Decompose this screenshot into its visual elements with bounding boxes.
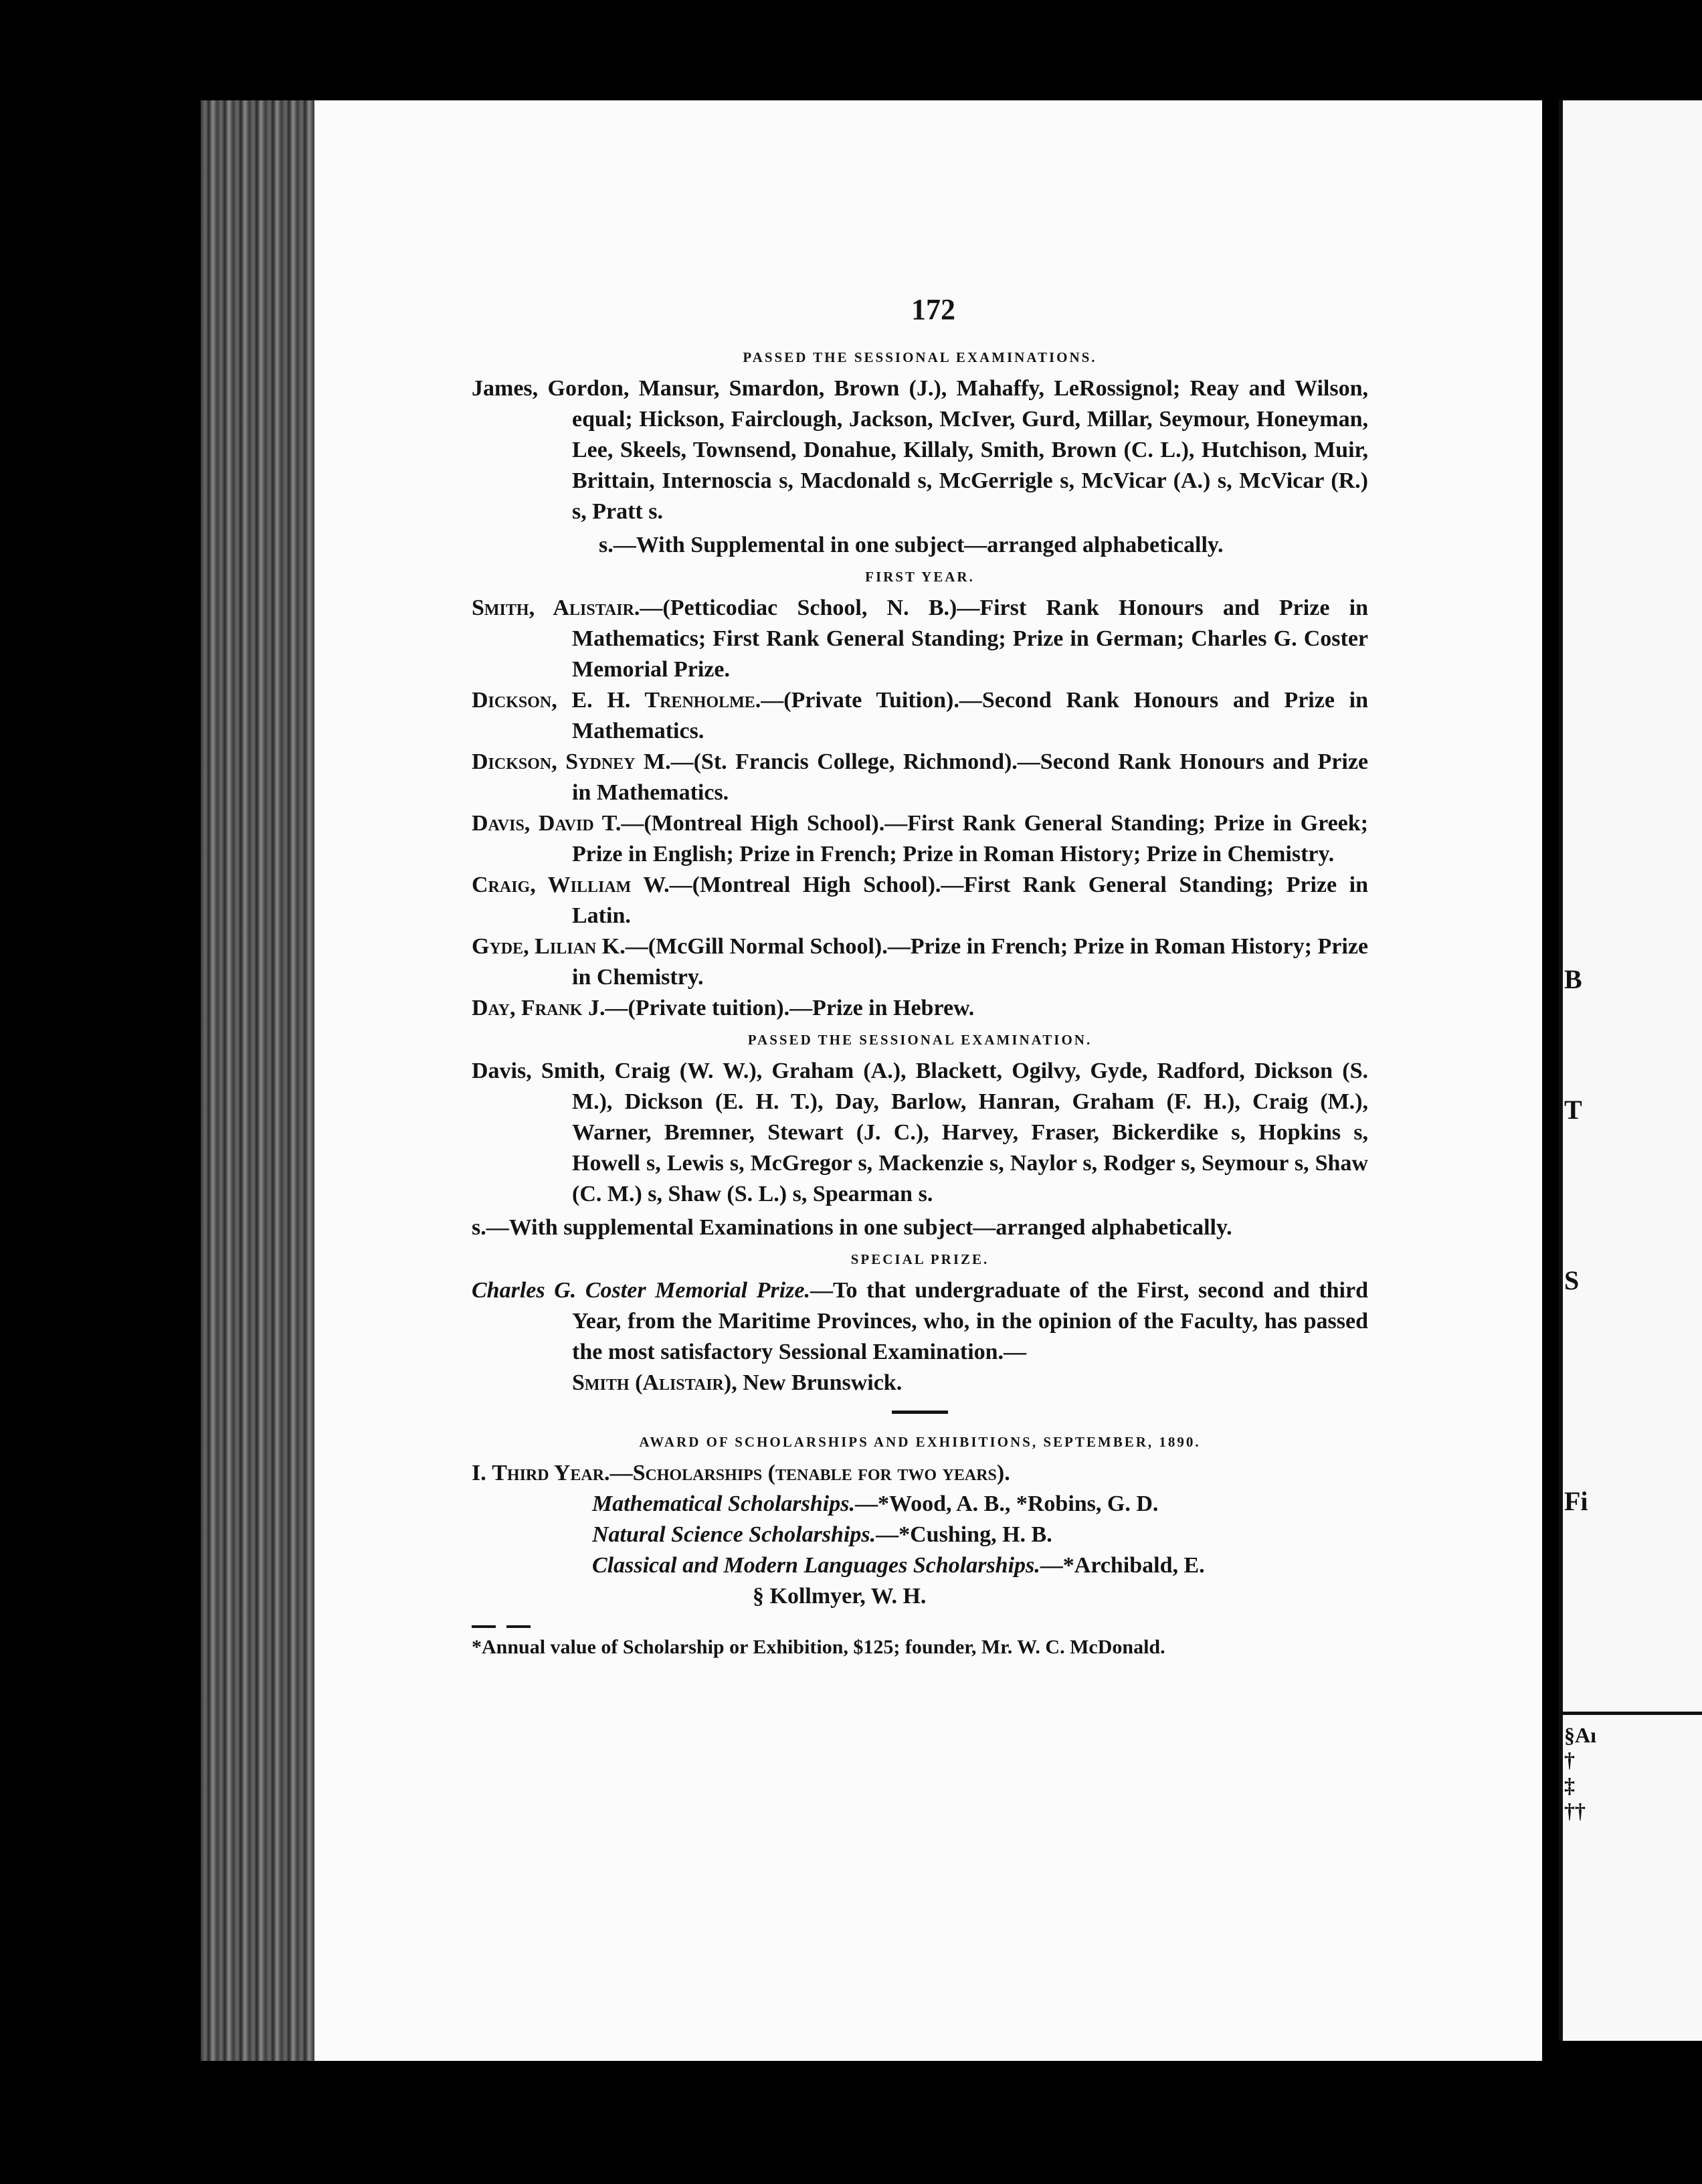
entry-text: —(St. Francis College, Richmond).—Second Rank Honours and Prize in Mathematics. — [572, 749, 1368, 805]
facing-fragment: † — [1564, 1748, 1575, 1772]
section-prefix: I. — [472, 1461, 486, 1485]
winner-place: New Brunswick. — [737, 1370, 903, 1395]
scholarship-title: Natural Science Scholarships. — [592, 1522, 876, 1547]
facing-fragment: T — [1564, 1095, 1582, 1125]
entry-text: —(Private tuition).—Prize in Hebrew. — [605, 996, 975, 1020]
special-prize-entry — [472, 1275, 1368, 1398]
divider — [892, 1410, 948, 1414]
student-name: Craig, William W. — [472, 873, 670, 897]
entry-text: —(McGill Normal School).—Prize in French; Prize in Roman History; Prize in Chemistry. — [572, 934, 1369, 990]
section-heading: AWARD OF SCHOLARSHIPS AND EXHIBITIONS, SEPTEMBER, 1890. — [639, 1434, 1201, 1450]
prize-entry — [472, 808, 1368, 870]
entry-text: —(Montreal High School).—First Rank General Standing; Prize in Greek; Prize in English; Prize in French; Prize in Roman History; Prize in Chemistry. — [572, 811, 1368, 867]
scholarship-title: Classical and Modern Languages Scholarships. — [592, 1553, 1040, 1578]
footnote: *Annual value of Scholarship or Exhibition, $125; founder, Mr. W. C. McDonald. — [472, 1636, 1165, 1658]
prize-entry — [472, 993, 1368, 1024]
supplemental-note: s.—With Supplemental in one subject—arranged alphabetically. — [599, 533, 1224, 557]
supplemental-note: s.—With supplemental Examinations in one subject—arranged alphabetically. — [472, 1215, 1232, 1240]
footnote-rule — [472, 1625, 1368, 1628]
prize-entry — [472, 870, 1368, 931]
student-name: Davis, David T. — [472, 811, 622, 836]
student-name: Gyde, Lilian K. — [472, 934, 626, 959]
entry-text: —(Petticodiac School, N. B.)—First Rank Honours and Prize in Mathematics; First Rank General Standing; Prize in German; Charles G. Coster Memorial Prize. — [572, 596, 1368, 682]
section-text: —Scholarships (tenable for two years). — [609, 1461, 1010, 1485]
prize-entry — [472, 593, 1368, 685]
page-content — [472, 294, 1368, 1663]
facing-page — [1559, 100, 1702, 2041]
facing-fragment: §Aı — [1564, 1723, 1596, 1747]
section-heading: SPECIAL PRIZE. — [850, 1251, 989, 1267]
student-name: Day, Frank J. — [472, 996, 605, 1020]
entry-text: —(Private Tuition).—Second Rank Honours and Prize in Mathematics. — [572, 688, 1368, 743]
scholarship-continuation: § Kollmyer, W. H. — [753, 1584, 927, 1609]
award-section — [472, 1458, 1368, 1489]
passed-list: James, Gordon, Mansur, Smardon, Brown (J.), Mahaffy, LeRossignol; Reay and Wilson, equal; Hickson, Fairclough, Jackson, McIver, Gurd, Millar, Seymour, Honeyman, Lee, Skeels, Townsend, Donahue, Killaly, Smith, Brown (C. L.), Hutchison, Muir, Brittain, Internoscia s, Macdonald s, McGerrigle s, McVicar (A.) s, McVicar (R.) s, Pratt s. — [472, 376, 1368, 524]
facing-fragment: B — [1564, 964, 1582, 994]
facing-fragment: Fi — [1564, 1486, 1588, 1516]
passed-list: Davis, Smith, Craig (W. W.), Graham (A.), Blackett, Ogilvy, Gyde, Radford, Dickson (S. M.), Dickson (E. H. T.), Day, Barlow, Hanran, Graham (F. H.), Craig (M.), Warner, Bremner, Stewart (J. C.), Harvey, Fraser, Bickerdike s, Hopkins s, Howell s, Lewis s, McGregor s, Mackenzie s, Naylor s, Rodger s, Seymour s, Shaw (C. M.) s, Shaw (S. L.) s, Spearman s. — [472, 1059, 1368, 1206]
facing-fragment: S — [1564, 1265, 1580, 1295]
student-name: Dickson, E. H. Trenholme. — [472, 688, 761, 713]
student-name: Smith, Alistair. — [472, 596, 640, 620]
scholarship-title: Mathematical Scholarships. — [592, 1491, 855, 1516]
student-name: Dickson, Sydney M. — [472, 749, 671, 774]
scholarship-holders: —*Wood, A. B., *Robins, G. D. — [854, 1491, 1159, 1516]
winner-name: Smith (Alistair), — [572, 1370, 737, 1395]
book-edge — [201, 100, 321, 2061]
prize-entry — [472, 931, 1368, 993]
facing-fragment: †† — [1564, 1799, 1586, 1823]
section-heading: PASSED THE SESSIONAL EXAMINATIONS. — [743, 349, 1097, 365]
facing-rule — [1563, 1712, 1702, 1715]
prize-entry — [472, 685, 1368, 747]
scholarship-item — [472, 1520, 1368, 1550]
section-heading: FIRST YEAR. — [865, 569, 975, 585]
section-heading: PASSED THE SESSIONAL EXAMINATION. — [747, 1032, 1093, 1048]
page-number: 172 — [911, 293, 955, 326]
prize-title: Charles G. Coster Memorial Prize. — [472, 1278, 810, 1303]
section-name: Third Year. — [492, 1461, 610, 1485]
prize-entry — [472, 747, 1368, 808]
entry-text: —(Montreal High School).—First Rank General Standing; Prize in Latin. — [572, 873, 1368, 928]
scholarship-item — [472, 1489, 1368, 1520]
scholarship-item — [472, 1550, 1368, 1581]
scholarship-holders: —*Archibald, E. — [1040, 1553, 1205, 1578]
scholarship-holders: —*Cushing, H. B. — [876, 1522, 1052, 1547]
facing-fragment: ‡ — [1564, 1773, 1575, 1797]
prize-text: —To that undergraduate of the First, second and third Year, from the Maritime Provinces, who, in the opinion of the Faculty, has passed the most satisfactory Sessional Examination.— — [572, 1278, 1369, 1364]
